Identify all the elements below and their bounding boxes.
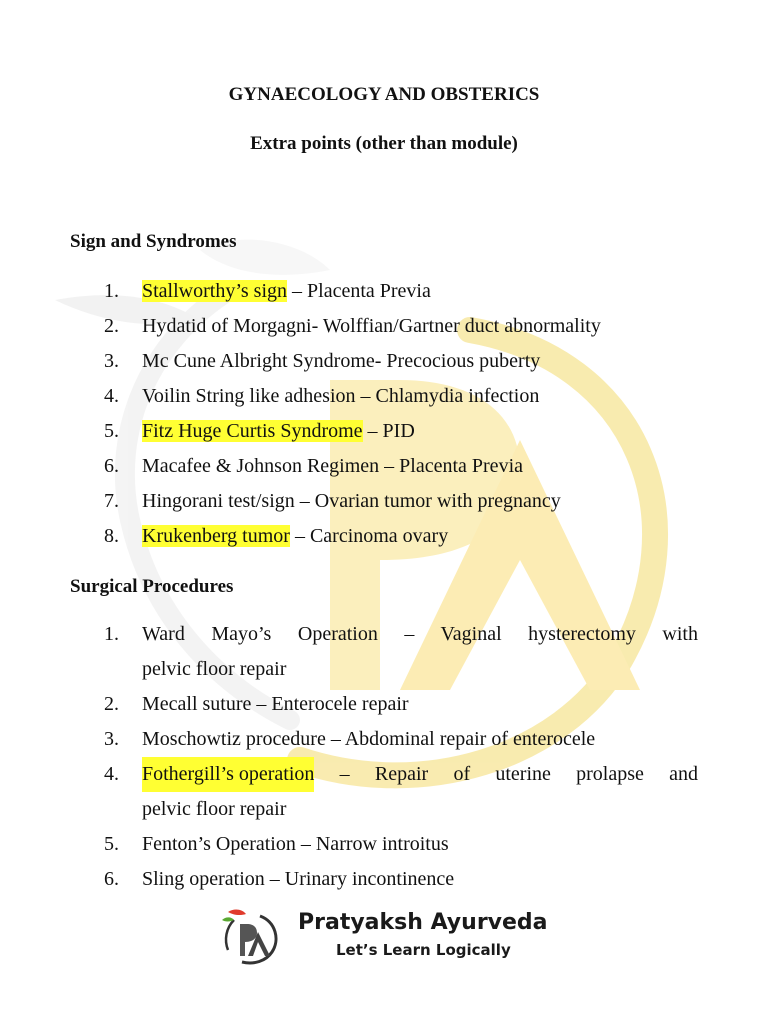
item-number: 4.	[104, 763, 119, 785]
highlighted-term: Krukenberg tumor	[142, 525, 290, 547]
item-number: 4.	[104, 385, 119, 407]
item-text: – Placenta Previa	[287, 280, 431, 302]
item-text: Sling operation – Urinary incontinence	[142, 868, 455, 890]
brand-name: Pratyaksh Ayurveda	[298, 910, 548, 935]
item-text: Hydatid of Morgagni- Wolffian/Gartner duct abnormality	[142, 315, 601, 337]
highlighted-term: Fothergill’s operation	[142, 757, 314, 792]
item-number: 6.	[104, 455, 119, 477]
item-text: Mc Cune Albright Syndrome- Precocious puberty	[142, 350, 541, 372]
item-number: 1.	[104, 280, 119, 302]
document-title: GYNAECOLOGY AND OBSTERICS	[228, 84, 540, 105]
item-number: 6.	[104, 868, 119, 890]
section-heading-procedures: Surgical Procedures	[70, 576, 234, 597]
highlighted-term: Fitz Huge Curtis Syndrome	[142, 420, 363, 442]
item-number: 5.	[104, 833, 119, 855]
section-heading-signs: Sign and Syndromes	[70, 231, 237, 252]
item-text: Moschowtiz procedure – Abdominal repair of enterocele	[142, 728, 596, 750]
item-number: 5.	[104, 420, 119, 442]
item-text: – Repair of uterine prolapse and	[314, 763, 698, 785]
item-number: 3.	[104, 728, 119, 750]
item-text: Voilin String like adhesion – Chlamydia infection	[142, 385, 540, 407]
item-text: – PID	[362, 420, 415, 442]
item-text: Mecall suture – Enterocele repair	[142, 693, 409, 715]
item-number: 1.	[104, 623, 119, 645]
pa-logo-icon	[220, 906, 284, 968]
item-number: 3.	[104, 350, 119, 372]
item-text: Macafee & Johnson Regimen – Placenta Previa	[142, 455, 523, 477]
highlighted-term: Stallworthy’s sign	[142, 280, 288, 302]
document-subtitle: Extra points (other than module)	[250, 133, 518, 154]
item-text: Hingorani test/sign – Ovarian tumor with pregnancy	[142, 490, 561, 512]
item-text: Fenton’s Operation – Narrow introitus	[142, 833, 449, 855]
item-text: pelvic floor repair	[142, 798, 287, 820]
brand-tagline: Let’s Learn Logically	[336, 941, 511, 959]
item-text: Ward Mayo’s Operation – Vaginal hysterectomy with	[142, 623, 698, 645]
item-text: – Carcinoma ovary	[289, 525, 449, 547]
item-number: 2.	[104, 315, 119, 337]
item-text: pelvic floor repair	[142, 658, 287, 680]
item-number: 8.	[104, 525, 119, 547]
item-number: 7.	[104, 490, 119, 512]
footer-branding	[220, 906, 580, 966]
item-number: 2.	[104, 693, 119, 715]
